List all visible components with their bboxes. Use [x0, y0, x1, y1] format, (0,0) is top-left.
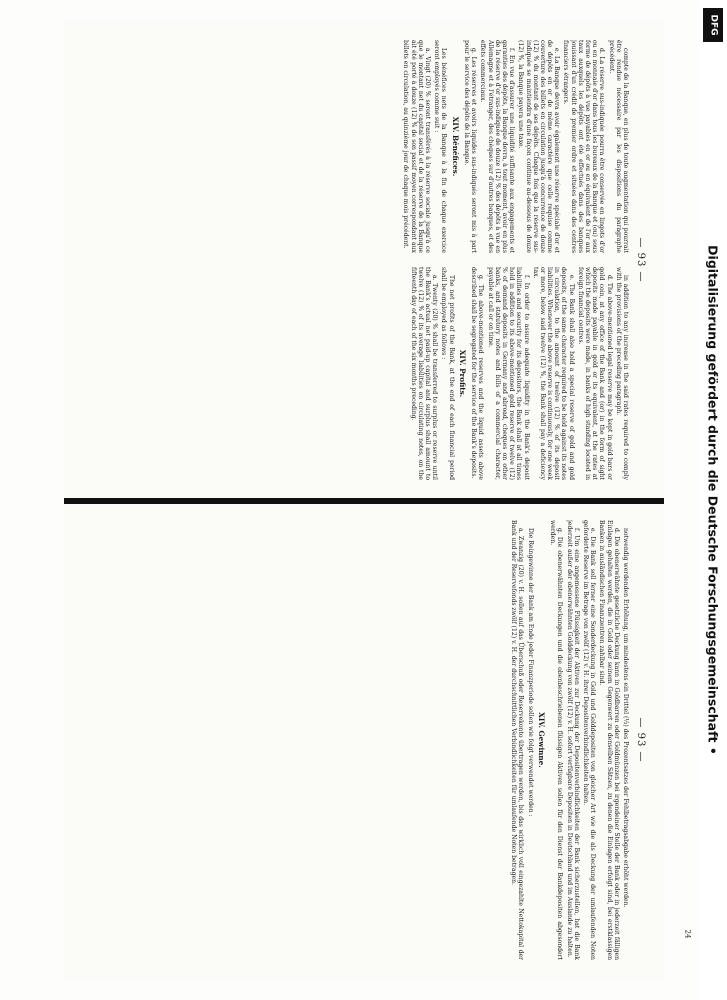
paragraph: f. In order to assure adequate liquidity in the Bank's deposit liabilities and security for its depositors, the Bank shall at all times hold in addition to its above-mentioned gold reserve of twelve (12) % of demand deposits in Germany and abroad, cheques on other banks, and statutory notes and bills of a commercial character, payable at call or on time. — [486, 267, 530, 480]
paragraph: The net profits of the Bank, at the end of each financial period shall be employed as follows : — [440, 267, 455, 480]
page-gutter — [64, 498, 664, 504]
paragraph: compte de la Banque, en plus de toute augmentation qui pourrait être rendue nécessaire par les dispositions du paragraphe précédent. — [607, 40, 629, 253]
paragraph: e. Die Bank soll ferner eine Sonderdeckung in Gold und Golddepositen von gleicher Art wie die als Deckung der umlaufenden Noten geforderte Reserve im Betrage von zwölf (12) v. H. ihrer Depositenverbindlichkeiten halten. — [582, 520, 597, 960]
paragraph: f. En vue d'assurer une liquidité suffisante aux engagements et garanties des dépôts, la Banque devra, à tout moment, avoir en plus de la réserve d'or sus-indiquée de douze (12) % des dépôts à vue en Allemagne et à l'étranger, des chèques sur d'autres banques, et des effets commerciaux. — [479, 40, 516, 253]
right-page-number: — 93 — — [635, 717, 646, 763]
paragraph: a. Zwanzig (20) v. H. sollen auf das Überschuß oder Reservekonto übertragen werden, bis das wirklich voll eingezahlte Nettokapital der Bank und der Reservefonds zwölf (12) v. H. der durchschnittlichen Verbindlichkeiten für umlaufende Noten betragen. — [510, 520, 525, 960]
paragraph: g. Les réserves et avoirs liquides sus-indiqués seront mis à part pour le service des dépôts de la Banque. — [463, 40, 478, 253]
paragraph: e. La Banque devra avoir également une réserve spéciale d'or et de dépôts en or de même caractère que celle requise comme couverture des billets en circulation jusqu'à concurrence de douze (12) % du montant de ses dépôts. Chaque fois que la réserve sus-indiquée se maintiendra d'une façon continue au-dessous de douze (12) %, la Banque payera une taxe. — [517, 40, 561, 253]
paragraph: notwendig werdenden Erhöhung, um mindestens ein Drittel (⅓) des Prozentsatzes der Fehlbetragsabgabe erhöht werden. — [622, 528, 629, 908]
paragraph: e. The Bank shall also hold a special reserve of gold and gold deposits, of the same character required to be held against its notes in circulation, to the amount of twelve (12) % of its deposit liabilities. Whenever the above reserve is continuously, for one week or more, below said twelve (12) %, the Bank shall pay a deficiency tax. — [531, 267, 575, 480]
section-heading: XIV. Gewinne. — [537, 712, 547, 768]
paragraph: d. The above-mentioned legal reserve may be kept in gold bars or gold coin, at any office of the Bank and (or) in the form of sight deposits made payable in gold or its equivalent, at the rates at which the deposits were made, in banks of high standing located in foreign financial centres. — [576, 267, 613, 480]
paragraph: a. Vingt (20) % seront transférés à la réserve sociale jusqu'à ce que le montant net du capital social et de la réserve de la Banque ait été porté à douze (12) % de son passif moyen correspondant aux billets en circulation, au quinzième jour de chaque mois précédent. — [402, 40, 432, 253]
french-column — [89, 40, 629, 253]
book-spread — [64, 20, 664, 980]
paragraph: g. The above-mentioned reserves and the liquid assets above described shall be segregated for the service of the Bank's deposits. — [470, 267, 485, 480]
left-page — [81, 40, 646, 480]
right-page — [81, 520, 646, 960]
paragraph: d. Die obenerwähnte gesetzliche Deckung kann in Goldbarren oder Goldmünzen bei irgendeiner Stelle der Bank oder in jederzeit fälligen Einlagen gehalten werden, die in Gold oder seinem Gegenwert zu denselben Sätzen, zu denen die Einlagen erfolgt sind, bei erstklassigen Banken in ausländischen Finanzzentren zahlbar sind. — [598, 520, 620, 960]
paragraph: g. Die obenerwähnten Deckungen und die obenbeschriebenen flüssigen Aktiven sollen für den Dienst der Bankdepositen abgesondert werden. — [549, 520, 564, 960]
dfg-logo-icon: DFG — [703, 8, 723, 42]
paragraph: in addition to any increase in the said rates required to comply with the provisions of the preceding paragraph. — [614, 267, 629, 480]
paragraph: a. Twenty (20) % shall be transferred to surplus or reserve until the Bank's actual net paid-up capital and surplus shall amount to twelve (12) % of its average liabilities on circulating notes, on the fifteenth day of each of the six months preceding. — [409, 267, 439, 480]
english-column — [89, 267, 629, 480]
funding-notice: Digitalisierung gefördert durch die Deutsche Forschungsgemeinschaft • — [705, 245, 721, 755]
paragraph: f. Um eine angemessene Flüssigkeit der Aktiven zur Deckung der Depositenverbindlichkeiten der Bank sicherzustellen, hat die Bank jederzeit außer der obenerwähnten Golddeckung von zwölf (12) v. H. sofort verfügbare Depositen in Deutschland und im Auslande zu halten. — [565, 520, 580, 960]
paragraph: Die Reingewinne der Bank am Ende jeder Finanzperiode sollen wie folgt verwendet werden : — [526, 528, 534, 817]
left-page-number: — 93 — — [635, 237, 646, 283]
german-column — [89, 520, 629, 960]
section-heading: XIV. Bénéfices. — [450, 116, 460, 177]
paragraph: Les bénéfices nets de la Banque à la fin de chaque exercice seront employés comme suit : — [433, 40, 448, 253]
paragraph: d. La réserve sus-indiquée pourra être conservée en lingots d'or ou en monnaie d'or dans tous les bureaux de la Banque et (ou) sous forme de dépôts à vue payables en or ou en équivalent de l'or aux taux auxquels les dépôts ont été effectués dans des banques jouissant d'un crédit de premier ordre et situées dans des centres financiers étrangers. — [562, 40, 606, 253]
page-marker: 24 — [683, 929, 692, 939]
section-heading: XIV. Profits. — [458, 349, 468, 398]
